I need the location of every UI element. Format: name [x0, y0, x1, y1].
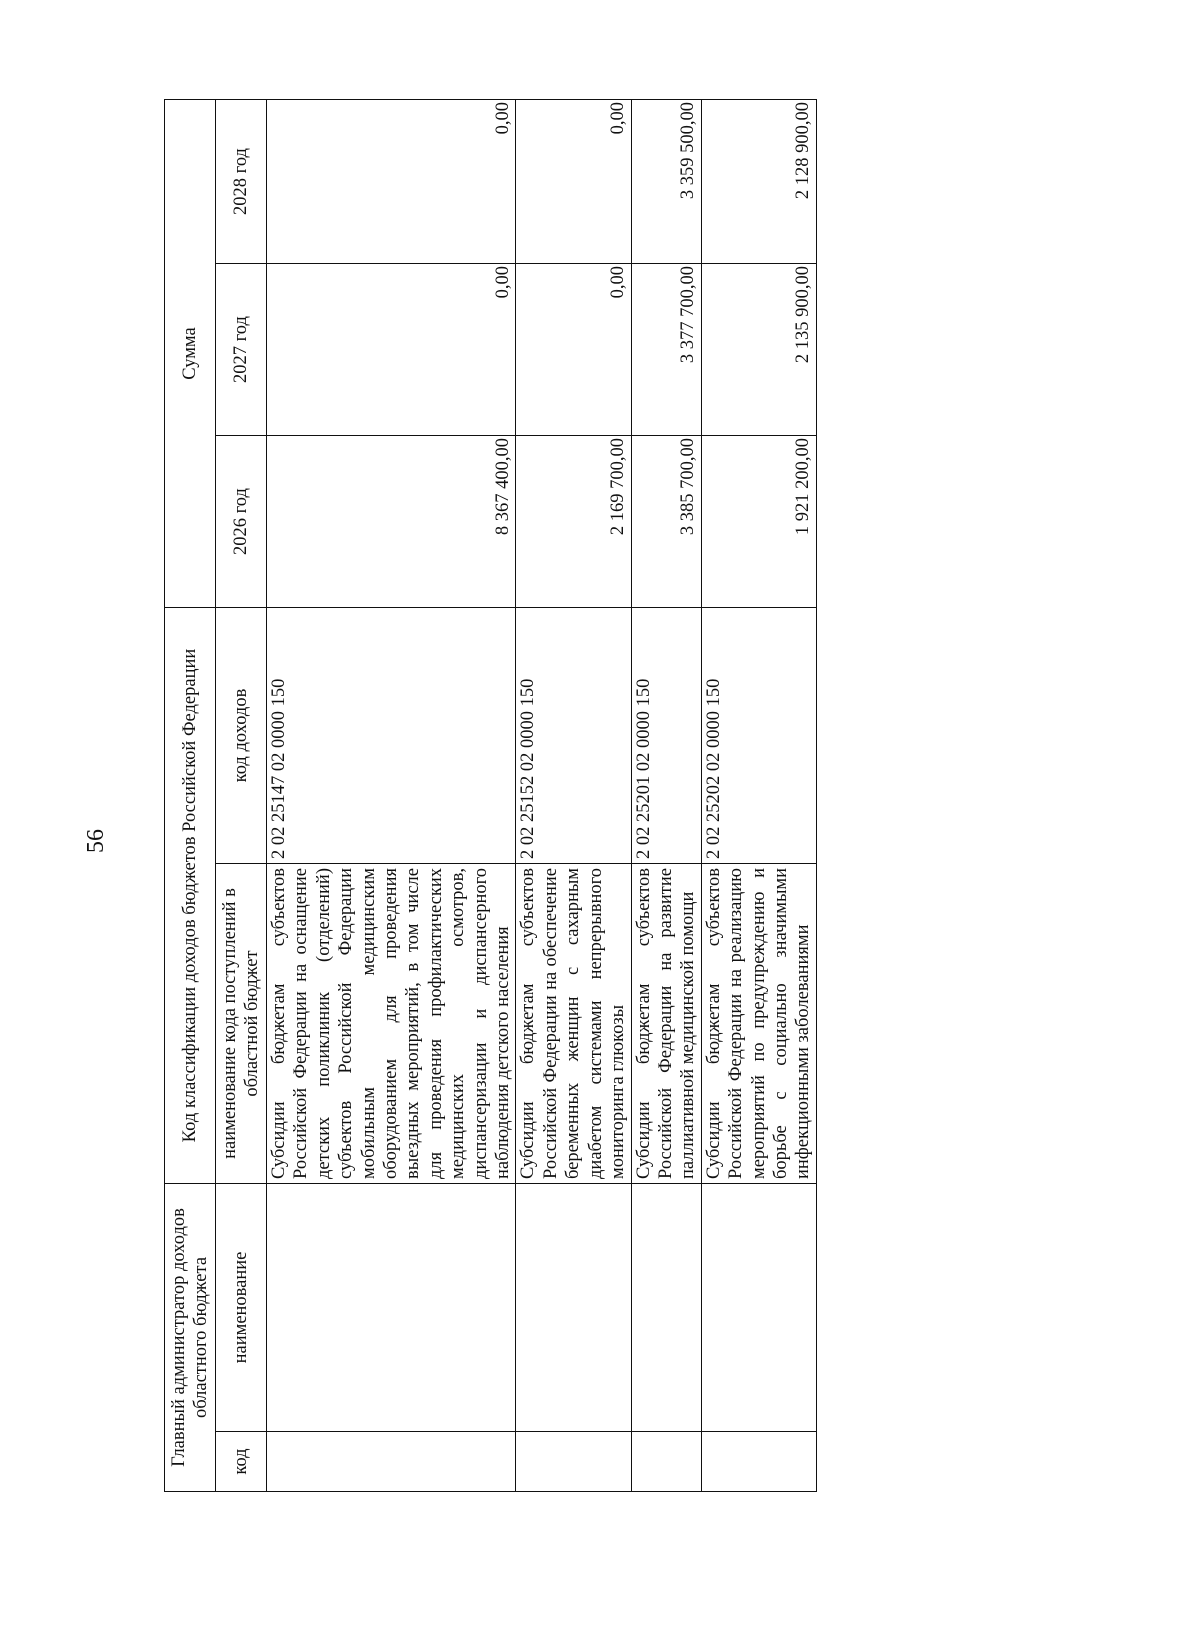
cell-sum-2028: 0,00	[267, 99, 516, 263]
cell-sum-2028: 2 128 900,00	[701, 99, 816, 263]
cell-admin-name	[267, 1184, 516, 1432]
cell-admin-code	[516, 1432, 631, 1492]
table-row	[701, 99, 816, 1491]
header-year-2028: 2028 год	[216, 99, 267, 263]
cell-sum-2026: 3 385 700,00	[631, 436, 701, 608]
cell-sum-2027: 2 135 900,00	[701, 264, 816, 436]
cell-income-code: 2 02 25152 02 0000 150	[516, 608, 631, 864]
table-row	[267, 99, 516, 1491]
cell-income-name: Субсидии бюджетам субъектов Российской Федерации на развитие паллиативной медицинской помощи	[631, 864, 701, 1184]
cell-sum-2027: 0,00	[516, 264, 631, 436]
header-year-2027: 2027 год	[216, 264, 267, 436]
cell-sum-2026: 8 367 400,00	[267, 436, 516, 608]
cell-admin-code	[267, 1432, 516, 1492]
cell-sum-2027: 3 377 700,00	[631, 264, 701, 436]
cell-admin-name	[701, 1184, 816, 1432]
cell-income-name: Субсидии бюджетам субъектов Российской Федерации на обеспечение беременных женщин с сахарным диабетом системами непрерывного мониторинга глюкозы	[516, 864, 631, 1184]
cell-sum-2028: 3 359 500,00	[631, 99, 701, 263]
cell-income-code: 2 02 25201 02 0000 150	[631, 608, 701, 864]
cell-income-name: Субсидии бюджетам субъектов Российской Федерации на реализацию мероприятий по предупреждению и борьбе с социально значимыми инфекционными заболеваниями	[701, 864, 816, 1184]
cell-sum-2026: 1 921 200,00	[701, 436, 816, 608]
cell-sum-2026: 2 169 700,00	[516, 436, 631, 608]
table-row	[631, 99, 701, 1491]
header-class-group: Код классификации доходов бюджетов Российской Федерации	[165, 608, 216, 1184]
header-row-2	[216, 99, 267, 1491]
cell-sum-2028: 0,00	[516, 99, 631, 263]
header-year-2026: 2026 год	[216, 436, 267, 608]
income-classification-table	[164, 99, 817, 1492]
header-sum-group: Сумма	[165, 99, 216, 607]
cell-admin-name	[516, 1184, 631, 1432]
page-number: 56	[83, 829, 109, 853]
header-income-code: код доходов	[216, 608, 267, 864]
header-admin-code: код	[216, 1432, 267, 1492]
cell-admin-code	[701, 1432, 816, 1492]
header-row-1	[165, 99, 216, 1491]
cell-admin-code	[631, 1432, 701, 1492]
cell-income-name: Субсидии бюджетам субъектов Российской Федерации на оснащение детских поликлиник (отделений) субъектов Российской Федерации мобильным медицинским оборудованием для проведения выездных мероприятий, в том числе для проведения профилактических медицинских осмотров, диспансеризации и диспансерного наблюдения детского населения	[267, 864, 516, 1184]
cell-admin-name	[631, 1184, 701, 1432]
cell-sum-2027: 0,00	[267, 264, 516, 436]
header-admin-group: Главный администратор доходов областного бюджета	[165, 1184, 216, 1492]
header-admin-name: наименование	[216, 1184, 267, 1432]
cell-income-code: 2 02 25202 02 0000 150	[701, 608, 816, 864]
cell-income-code: 2 02 25147 02 0000 150	[267, 608, 516, 864]
rotated-table-wrapper	[164, 100, 1024, 1492]
table-row	[516, 99, 631, 1491]
header-income-name: наименование кода поступлений в областной бюджет	[216, 864, 267, 1184]
